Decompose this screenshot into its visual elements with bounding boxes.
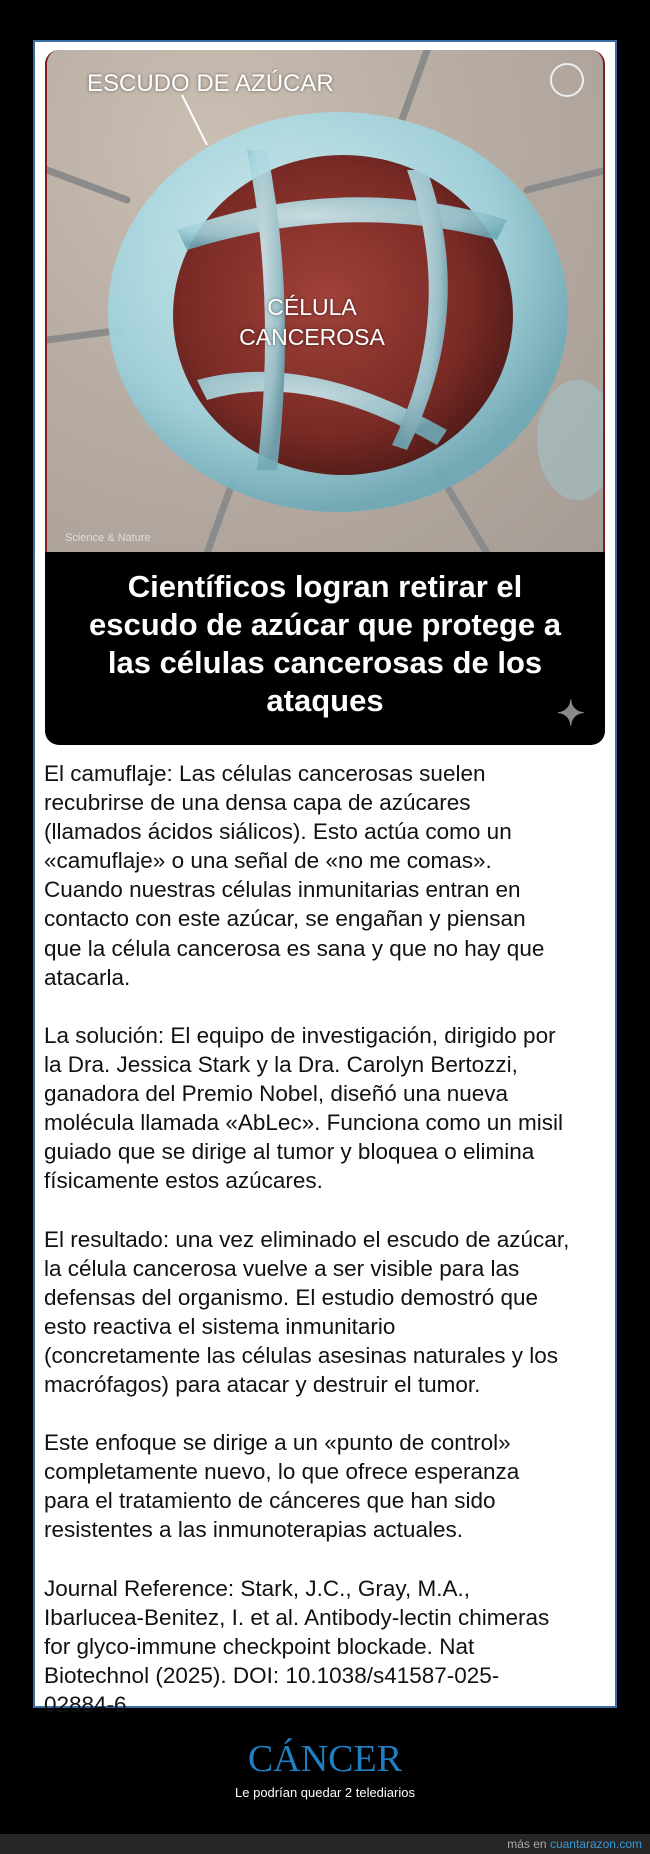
paragraph-line: (concretamente las células asesinas naturales y los (44, 1342, 559, 1368)
cell-label (237, 292, 387, 352)
paragraph-line: Ibarlucea-Benitez, I. et al. Antibody-lectin chimeras (44, 1604, 550, 1630)
site-link[interactable]: cuantarazon.com (549, 1837, 642, 1851)
paragraph-line: for glyco-immune checkpoint blockade. Nat (44, 1633, 475, 1659)
shield-label: ESCUDO DE AZÚCAR (87, 70, 334, 97)
paragraph-line: El resultado: una vez eliminado el escudo de azúcar, (44, 1226, 570, 1252)
article-body (44, 759, 614, 1719)
paragraph-line: La solución: El equipo de investigación, dirigido por (44, 1022, 556, 1048)
paragraph-line: la Dra. Jessica Stark y la Dra. Carolyn Bertozzi, (44, 1051, 518, 1077)
paragraph-line: Biotechnol (2025). DOI: 10.1038/s41587-025- (44, 1662, 500, 1688)
paragraph-line: que la célula cancerosa es sana y que no hay que (44, 935, 545, 961)
paragraph (44, 1428, 614, 1544)
paragraph-line: la célula cancerosa vuelve a ser visible para las (44, 1255, 520, 1281)
headline-line: escudo de azúcar que protege a (88, 607, 562, 642)
paragraph-line: resistentes a las inmunoterapias actuales. (44, 1517, 463, 1543)
paragraph-line: El camuflaje: Las células cancerosas suelen (44, 761, 486, 786)
paragraph-line: físicamente estos azúcares. (44, 1168, 323, 1194)
paragraph-gap (44, 1195, 614, 1224)
paragraph (44, 759, 614, 992)
paragraph-line: (llamados ácidos siálicos). Esto actúa como un (44, 819, 512, 845)
site-footer (0, 1834, 650, 1854)
paragraph-line: macrófagos) para atacar y destruir el tumor. (44, 1371, 481, 1397)
paragraph-line: molécula llamada «AbLec». Funciona como un misil (44, 1110, 564, 1136)
paragraph-line: esto reactiva el sistema inmunitario (44, 1313, 396, 1339)
paragraph-line: completamente nuevo, lo que ofrece esperanza (44, 1459, 520, 1485)
paragraph-gap (44, 1399, 614, 1428)
headline-caption (45, 552, 605, 745)
cell-label-line2: CANCEROSA (239, 324, 385, 350)
headline-line: ataques (266, 683, 384, 718)
paragraph (44, 1021, 614, 1196)
paragraph-gap (44, 1545, 614, 1574)
cancer-cell-illustration (45, 50, 605, 553)
paragraph-line: atacarla. (44, 964, 131, 990)
footer-prefix: más en (507, 1837, 547, 1851)
paragraph-line: Este enfoque se dirige a un «punto de control» (44, 1430, 511, 1456)
science-nature-logo-icon (551, 64, 583, 96)
watermark: Science & Nature (65, 532, 151, 544)
paragraph-line: guiado que se dirige al tumor y bloquea o elimina (44, 1139, 535, 1165)
paragraph-line: ganadora del Premio Nobel, diseñó una nueva (44, 1081, 509, 1107)
paragraph (44, 1574, 614, 1719)
paragraph-line: recubrirse de una densa capa de azúcares (44, 790, 471, 816)
paragraph-line: 02884-6 (44, 1692, 127, 1717)
cell-label-line1: CÉLULA (267, 294, 357, 320)
paragraph-line: defensas del organismo. El estudio demostró que (44, 1284, 539, 1310)
paragraph-gap (44, 992, 614, 1021)
post-title[interactable]: CÁNCER (247, 1738, 403, 1780)
paragraph-line: Journal Reference: Stark, J.C., Gray, M.A., (44, 1575, 470, 1601)
paragraph (44, 1225, 614, 1400)
paragraph-line: Cuando nuestras células inmunitarias entran en (44, 877, 521, 903)
sparkle-icon: ✦ (556, 695, 585, 733)
post-subtitle: Le podrían quedar 2 telediarios (235, 1785, 415, 1800)
headline-line: Científicos logran retirar el (127, 569, 523, 604)
paragraph-line: «camuflaje» o una señal de «no me comas». (44, 848, 492, 874)
paragraph-line: para el tratamiento de cánceres que han sido (44, 1488, 496, 1514)
headline-line: las células cancerosas de los (107, 645, 543, 680)
paragraph-line: contacto con este azúcar, se engañan y piensan (44, 906, 526, 932)
